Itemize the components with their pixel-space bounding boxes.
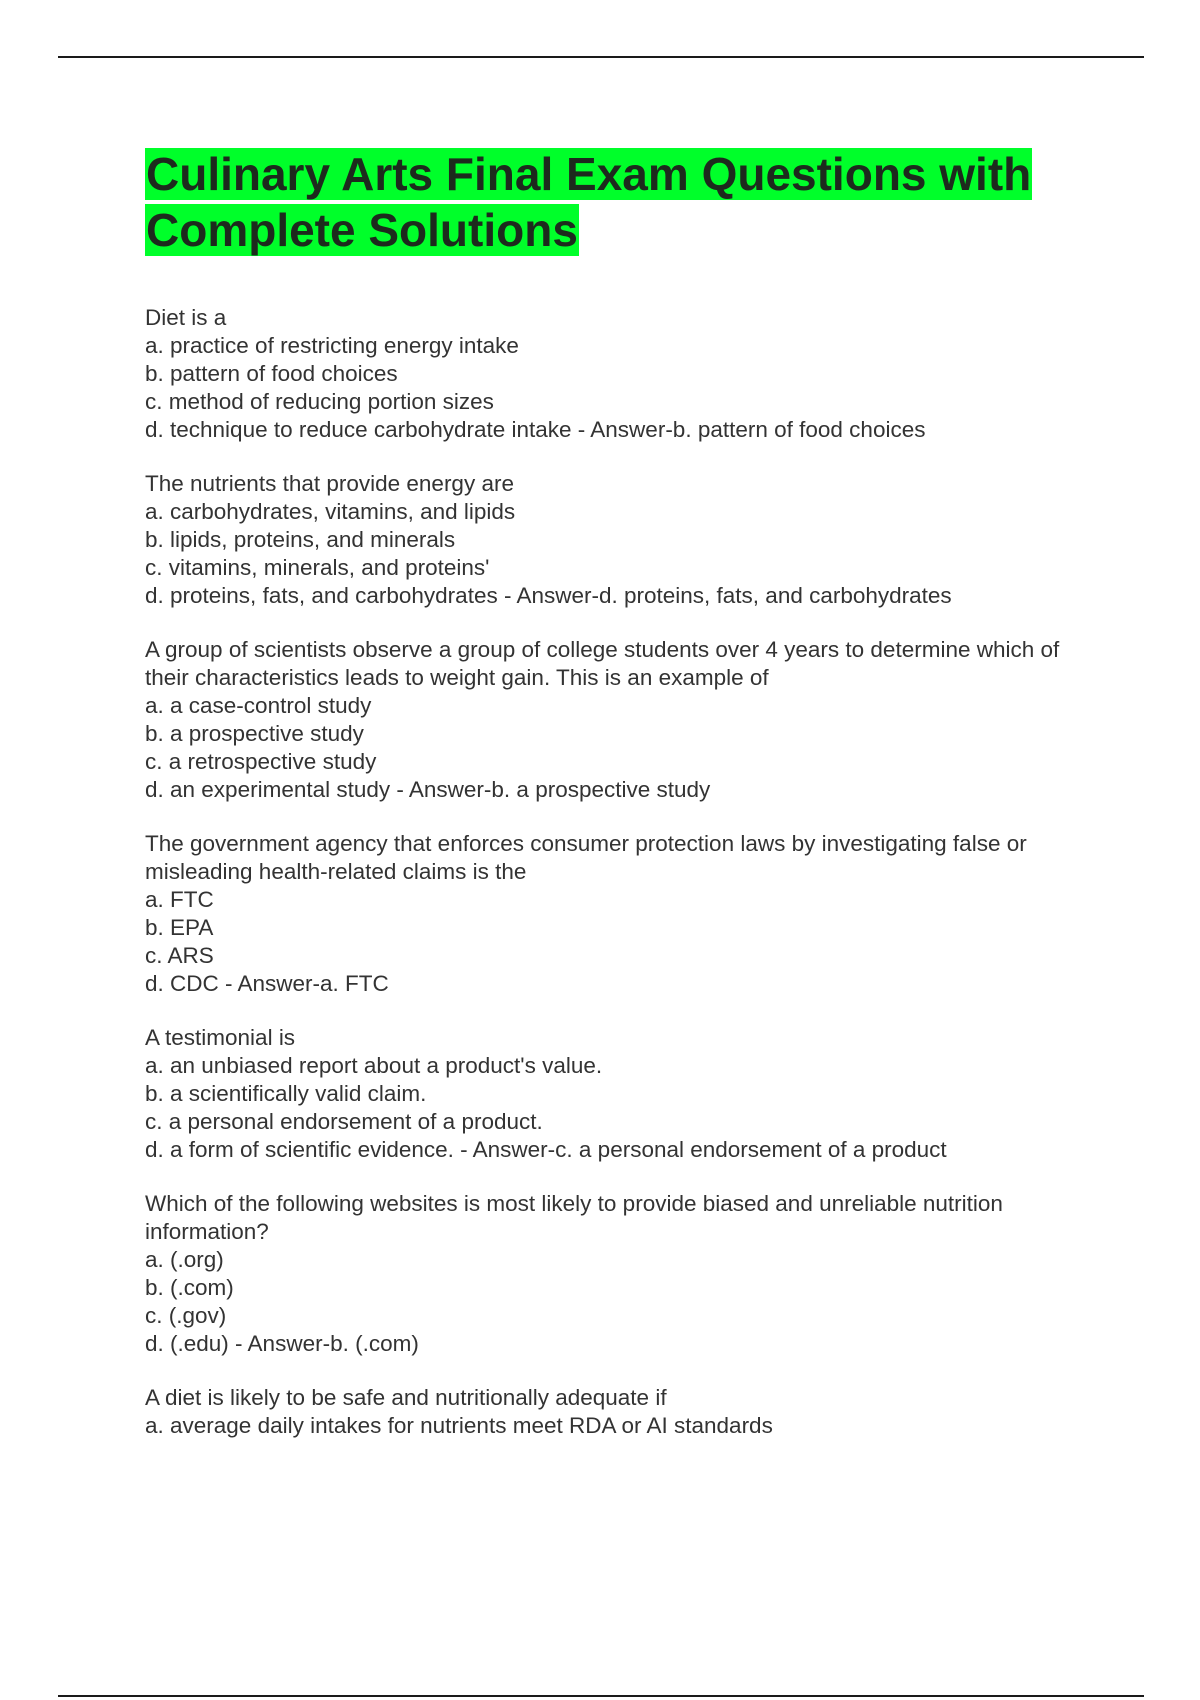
- answer-option: d. a form of scientific evidence. - Answer-c. a personal endorsement of a product: [145, 1137, 947, 1162]
- answer-option: b. a scientifically valid claim.: [145, 1081, 427, 1106]
- question-block: [145, 1384, 1085, 1440]
- question-stem: Which of the following websites is most likely to provide biased and unreliable nutrition information?: [145, 1191, 1003, 1244]
- answer-option: d. an experimental study - Answer-b. a prospective study: [145, 777, 711, 802]
- answer-option: b. (.com): [145, 1275, 234, 1300]
- question-stem: A testimonial is: [145, 1025, 296, 1050]
- question-block: [145, 1190, 1085, 1358]
- answer-option: b. pattern of food choices: [145, 361, 398, 386]
- question-stem: The nutrients that provide energy are: [145, 471, 514, 496]
- answer-option: a. practice of restricting energy intake: [145, 333, 519, 358]
- question-list: [145, 304, 1085, 1440]
- question-block: [145, 1024, 1085, 1164]
- bottom-rule: [58, 1695, 1144, 1697]
- answer-option: a. carbohydrates, vitamins, and lipids: [145, 499, 516, 524]
- answer-option: c. (.gov): [145, 1303, 227, 1328]
- answer-option: a. (.org): [145, 1247, 224, 1272]
- answer-option: a. average daily intakes for nutrients meet RDA or AI standards: [145, 1413, 773, 1438]
- document-body: [145, 146, 1085, 1466]
- answer-option: a. FTC: [145, 887, 214, 912]
- answer-option: d. technique to reduce carbohydrate intake - Answer-b. pattern of food choices: [145, 417, 926, 442]
- answer-option: a. an unbiased report about a product's value.: [145, 1053, 603, 1078]
- answer-option: c. a personal endorsement of a product.: [145, 1109, 543, 1134]
- answer-option: d. CDC - Answer-a. FTC: [145, 971, 389, 996]
- question-stem: The government agency that enforces consumer protection laws by investigating false or misleading health-related claims is the: [145, 831, 1027, 884]
- answer-option: b. a prospective study: [145, 721, 364, 746]
- question-stem: A diet is likely to be safe and nutritionally adequate if: [145, 1385, 667, 1410]
- question-block: [145, 304, 1085, 444]
- question-stem: A group of scientists observe a group of college students over 4 years to determine which of their characteristics leads to weight gain. This is an example of: [145, 637, 1060, 690]
- answer-option: b. lipids, proteins, and minerals: [145, 527, 456, 552]
- question-block: [145, 830, 1085, 998]
- answer-option: d. (.edu) - Answer-b. (.com): [145, 1331, 419, 1356]
- answer-option: c. method of reducing portion sizes: [145, 389, 494, 414]
- title-highlight: Culinary Arts Final Exam Questions with Complete Solutions: [146, 148, 1032, 256]
- top-rule: [58, 56, 1144, 58]
- answer-option: c. ARS: [145, 943, 214, 968]
- question-stem: Diet is a: [145, 305, 227, 330]
- question-block: [145, 470, 1085, 610]
- answer-option: d. proteins, fats, and carbohydrates - Answer-d. proteins, fats, and carbohydrates: [145, 583, 952, 608]
- document-title: [145, 146, 1085, 258]
- answer-option: c. vitamins, minerals, and proteins': [145, 555, 490, 580]
- question-block: [145, 636, 1085, 804]
- answer-option: b. EPA: [145, 915, 214, 940]
- answer-option: a. a case-control study: [145, 693, 372, 718]
- answer-option: c. a retrospective study: [145, 749, 377, 774]
